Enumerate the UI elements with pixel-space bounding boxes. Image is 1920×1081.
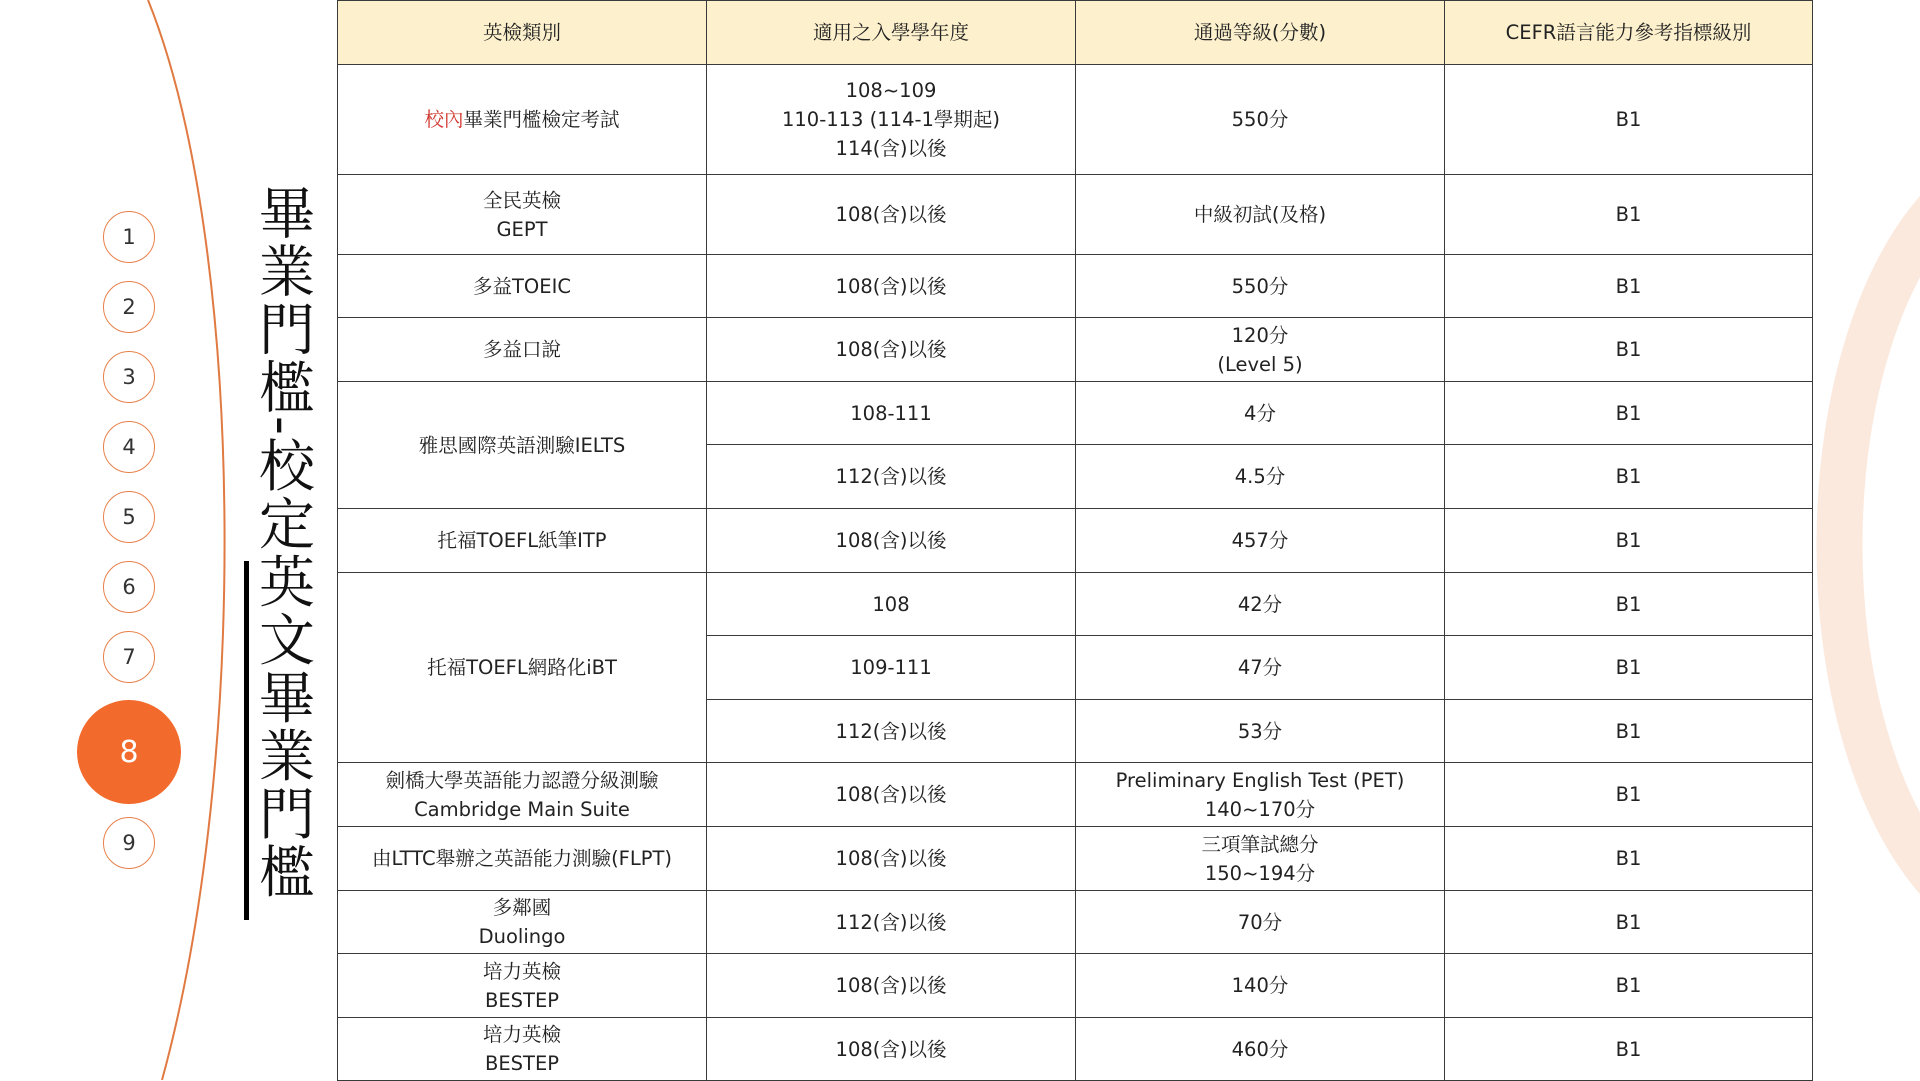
title-accent-bar xyxy=(244,561,249,920)
cell-line: 110-113 (114-1學期起) xyxy=(713,105,1069,134)
cell-line: 多益TOEIC xyxy=(344,272,700,301)
header-cefr-level: CEFR語言能力參考指標級別 xyxy=(1445,1,1813,65)
cell-line: 457分 xyxy=(1082,526,1438,555)
cell-cefr: B1 xyxy=(1445,509,1813,573)
cell-line: 108(含)以後 xyxy=(713,844,1069,873)
cell-line: 108(含)以後 xyxy=(713,780,1069,809)
header-passing-score: 通過等級(分數) xyxy=(1076,1,1445,65)
cell-line: 108(含)以後 xyxy=(713,526,1069,555)
cell-cefr: B1 xyxy=(1445,700,1813,763)
cell-cefr: B1 xyxy=(1445,382,1813,445)
cell-line: 4.5分 xyxy=(1082,462,1438,491)
header-admission-year: 適用之入學學年度 xyxy=(707,1,1076,65)
cell-line: 4分 xyxy=(1082,399,1438,428)
cell-passing-score xyxy=(1076,573,1445,636)
cell-admission-year xyxy=(707,700,1076,763)
cell-line: 112(含)以後 xyxy=(713,462,1069,491)
cell-exam-type xyxy=(338,827,707,891)
cell-line: 108(含)以後 xyxy=(713,335,1069,364)
cell-admission-year xyxy=(707,509,1076,573)
cell-cefr: B1 xyxy=(1445,1018,1813,1081)
cell-exam-type xyxy=(338,65,707,175)
cell-line: 三項筆試總分 xyxy=(1082,830,1438,859)
cell-admission-year xyxy=(707,763,1076,827)
right-arc-band xyxy=(1840,190,1920,900)
cell-line: BESTEP xyxy=(344,986,700,1015)
cell-line: 培力英檢 xyxy=(344,957,700,986)
cell-line: 劍橋大學英語能力認證分級測驗 xyxy=(344,766,700,795)
nav-item-2[interactable]: 2 xyxy=(103,281,155,333)
cell-line: 550分 xyxy=(1082,105,1438,134)
cell-cefr: B1 xyxy=(1445,318,1813,382)
cell-exam-type xyxy=(338,382,707,509)
table-row xyxy=(338,175,1813,255)
header-exam-type: 英檢類別 xyxy=(338,1,707,65)
cell-line: Cambridge Main Suite xyxy=(344,795,700,824)
cell-admission-year xyxy=(707,954,1076,1018)
nav-item-6[interactable]: 6 xyxy=(103,561,155,613)
cell-passing-score xyxy=(1076,1018,1445,1081)
cell-cefr: B1 xyxy=(1445,827,1813,891)
left-arc-line xyxy=(148,0,225,1080)
nav-item-7[interactable]: 7 xyxy=(103,631,155,683)
table-row xyxy=(338,382,1813,445)
cell-cefr: B1 xyxy=(1445,636,1813,700)
cell-passing-score xyxy=(1076,65,1445,175)
cell-exam-type xyxy=(338,318,707,382)
cell-line: 多鄰國 xyxy=(344,893,700,922)
cell-text: 畢業門檻檢定考試 xyxy=(464,108,620,131)
table-row xyxy=(338,827,1813,891)
highlight-text: 校內 xyxy=(424,108,463,131)
cell-line: 47分 xyxy=(1082,653,1438,682)
nav-item-1[interactable]: 1 xyxy=(103,211,155,263)
cell-line: 112(含)以後 xyxy=(713,717,1069,746)
cell-cefr: B1 xyxy=(1445,445,1813,509)
table-row xyxy=(338,255,1813,318)
cell-line: 70分 xyxy=(1082,908,1438,937)
cell-passing-score xyxy=(1076,445,1445,509)
cell-cefr: B1 xyxy=(1445,954,1813,1018)
cell-exam-type xyxy=(338,573,707,763)
cell-line: (Level 5) xyxy=(1082,350,1438,379)
cell-passing-score xyxy=(1076,954,1445,1018)
cell-admission-year xyxy=(707,636,1076,700)
cell-passing-score xyxy=(1076,318,1445,382)
cell-line: 108-111 xyxy=(713,399,1069,428)
cell-line: 114(含)以後 xyxy=(713,134,1069,163)
cell-line: GEPT xyxy=(344,215,700,244)
cell-passing-score xyxy=(1076,636,1445,700)
cell-line: 140分 xyxy=(1082,971,1438,1000)
cell-exam-type xyxy=(338,175,707,255)
cell-exam-type xyxy=(338,255,707,318)
cell-line: 培力英檢 xyxy=(344,1020,700,1049)
cell-line: Preliminary English Test (PET) xyxy=(1082,766,1438,795)
cell-admission-year xyxy=(707,255,1076,318)
cell-line: 108(含)以後 xyxy=(713,971,1069,1000)
cell-passing-score xyxy=(1076,255,1445,318)
cell-line: 中級初試(及格) xyxy=(1082,200,1438,229)
nav-item-9[interactable]: 9 xyxy=(103,817,155,869)
table-row xyxy=(338,318,1813,382)
cell-line: 多益口說 xyxy=(344,335,700,364)
cell-cefr: B1 xyxy=(1445,175,1813,255)
table-row xyxy=(338,1018,1813,1081)
cell-cefr: B1 xyxy=(1445,573,1813,636)
cell-line: 108 xyxy=(713,590,1069,619)
cell-line: 120分 xyxy=(1082,321,1438,350)
english-requirement-table xyxy=(337,0,1813,1081)
cell-cefr: B1 xyxy=(1445,65,1813,175)
cell-line: 550分 xyxy=(1082,272,1438,301)
cell-cefr: B1 xyxy=(1445,763,1813,827)
cell-line: 托福TOEFL網路化iBT xyxy=(344,653,700,682)
cell-admission-year xyxy=(707,445,1076,509)
cell-line: 雅思國際英語測驗IELTS xyxy=(344,431,700,460)
cell-admission-year xyxy=(707,318,1076,382)
cell-line: 由LTTC舉辦之英語能力測驗(FLPT) xyxy=(344,844,700,873)
cell-passing-score xyxy=(1076,509,1445,573)
cell-cefr: B1 xyxy=(1445,255,1813,318)
cell-line: 108(含)以後 xyxy=(713,200,1069,229)
cell-line: Duolingo xyxy=(344,922,700,951)
cell-cefr: B1 xyxy=(1445,891,1813,954)
nav-item-5[interactable]: 5 xyxy=(103,491,155,543)
table-row xyxy=(338,65,1813,175)
cell-line: 112(含)以後 xyxy=(713,908,1069,937)
cell-line: 53分 xyxy=(1082,717,1438,746)
cell-line: 全民英檢 xyxy=(344,186,700,215)
cell-admission-year xyxy=(707,891,1076,954)
table-row xyxy=(338,573,1813,636)
cell-admission-year xyxy=(707,65,1076,175)
cell-line: 托福TOEFL紙筆ITP xyxy=(344,526,700,555)
cell-exam-type xyxy=(338,891,707,954)
table-header-row xyxy=(338,1,1813,65)
table-row xyxy=(338,509,1813,573)
nav-item-8[interactable]: 8 xyxy=(77,700,181,804)
cell-passing-score xyxy=(1076,827,1445,891)
cell-exam-type xyxy=(338,1018,707,1081)
cell-admission-year xyxy=(707,573,1076,636)
cell-admission-year xyxy=(707,382,1076,445)
cell-passing-score xyxy=(1076,763,1445,827)
cell-line: 140~170分 xyxy=(1082,795,1438,824)
cell-exam-type xyxy=(338,763,707,827)
nav-item-3[interactable]: 3 xyxy=(103,351,155,403)
cell-exam-type xyxy=(338,954,707,1018)
table-row xyxy=(338,763,1813,827)
cell-line: 42分 xyxy=(1082,590,1438,619)
cell-line: 109-111 xyxy=(713,653,1069,682)
cell-passing-score xyxy=(1076,382,1445,445)
cell-passing-score xyxy=(1076,700,1445,763)
page-title: 畢業門檻-校定英文畢業門檻 xyxy=(250,184,314,901)
cell-passing-score xyxy=(1076,891,1445,954)
table-row xyxy=(338,954,1813,1018)
cell-line: 150~194分 xyxy=(1082,859,1438,888)
cell-admission-year xyxy=(707,175,1076,255)
cell-line: 460分 xyxy=(1082,1035,1438,1064)
cell-line: 108~109 xyxy=(713,76,1069,105)
cell-line: 108(含)以後 xyxy=(713,1035,1069,1064)
nav-item-4[interactable]: 4 xyxy=(103,421,155,473)
cell-admission-year xyxy=(707,827,1076,891)
cell-passing-score xyxy=(1076,175,1445,255)
table-row xyxy=(338,891,1813,954)
cell-line: 108(含)以後 xyxy=(713,272,1069,301)
cell-line: BESTEP xyxy=(344,1049,700,1078)
cell-admission-year xyxy=(707,1018,1076,1081)
cell-exam-type xyxy=(338,509,707,573)
